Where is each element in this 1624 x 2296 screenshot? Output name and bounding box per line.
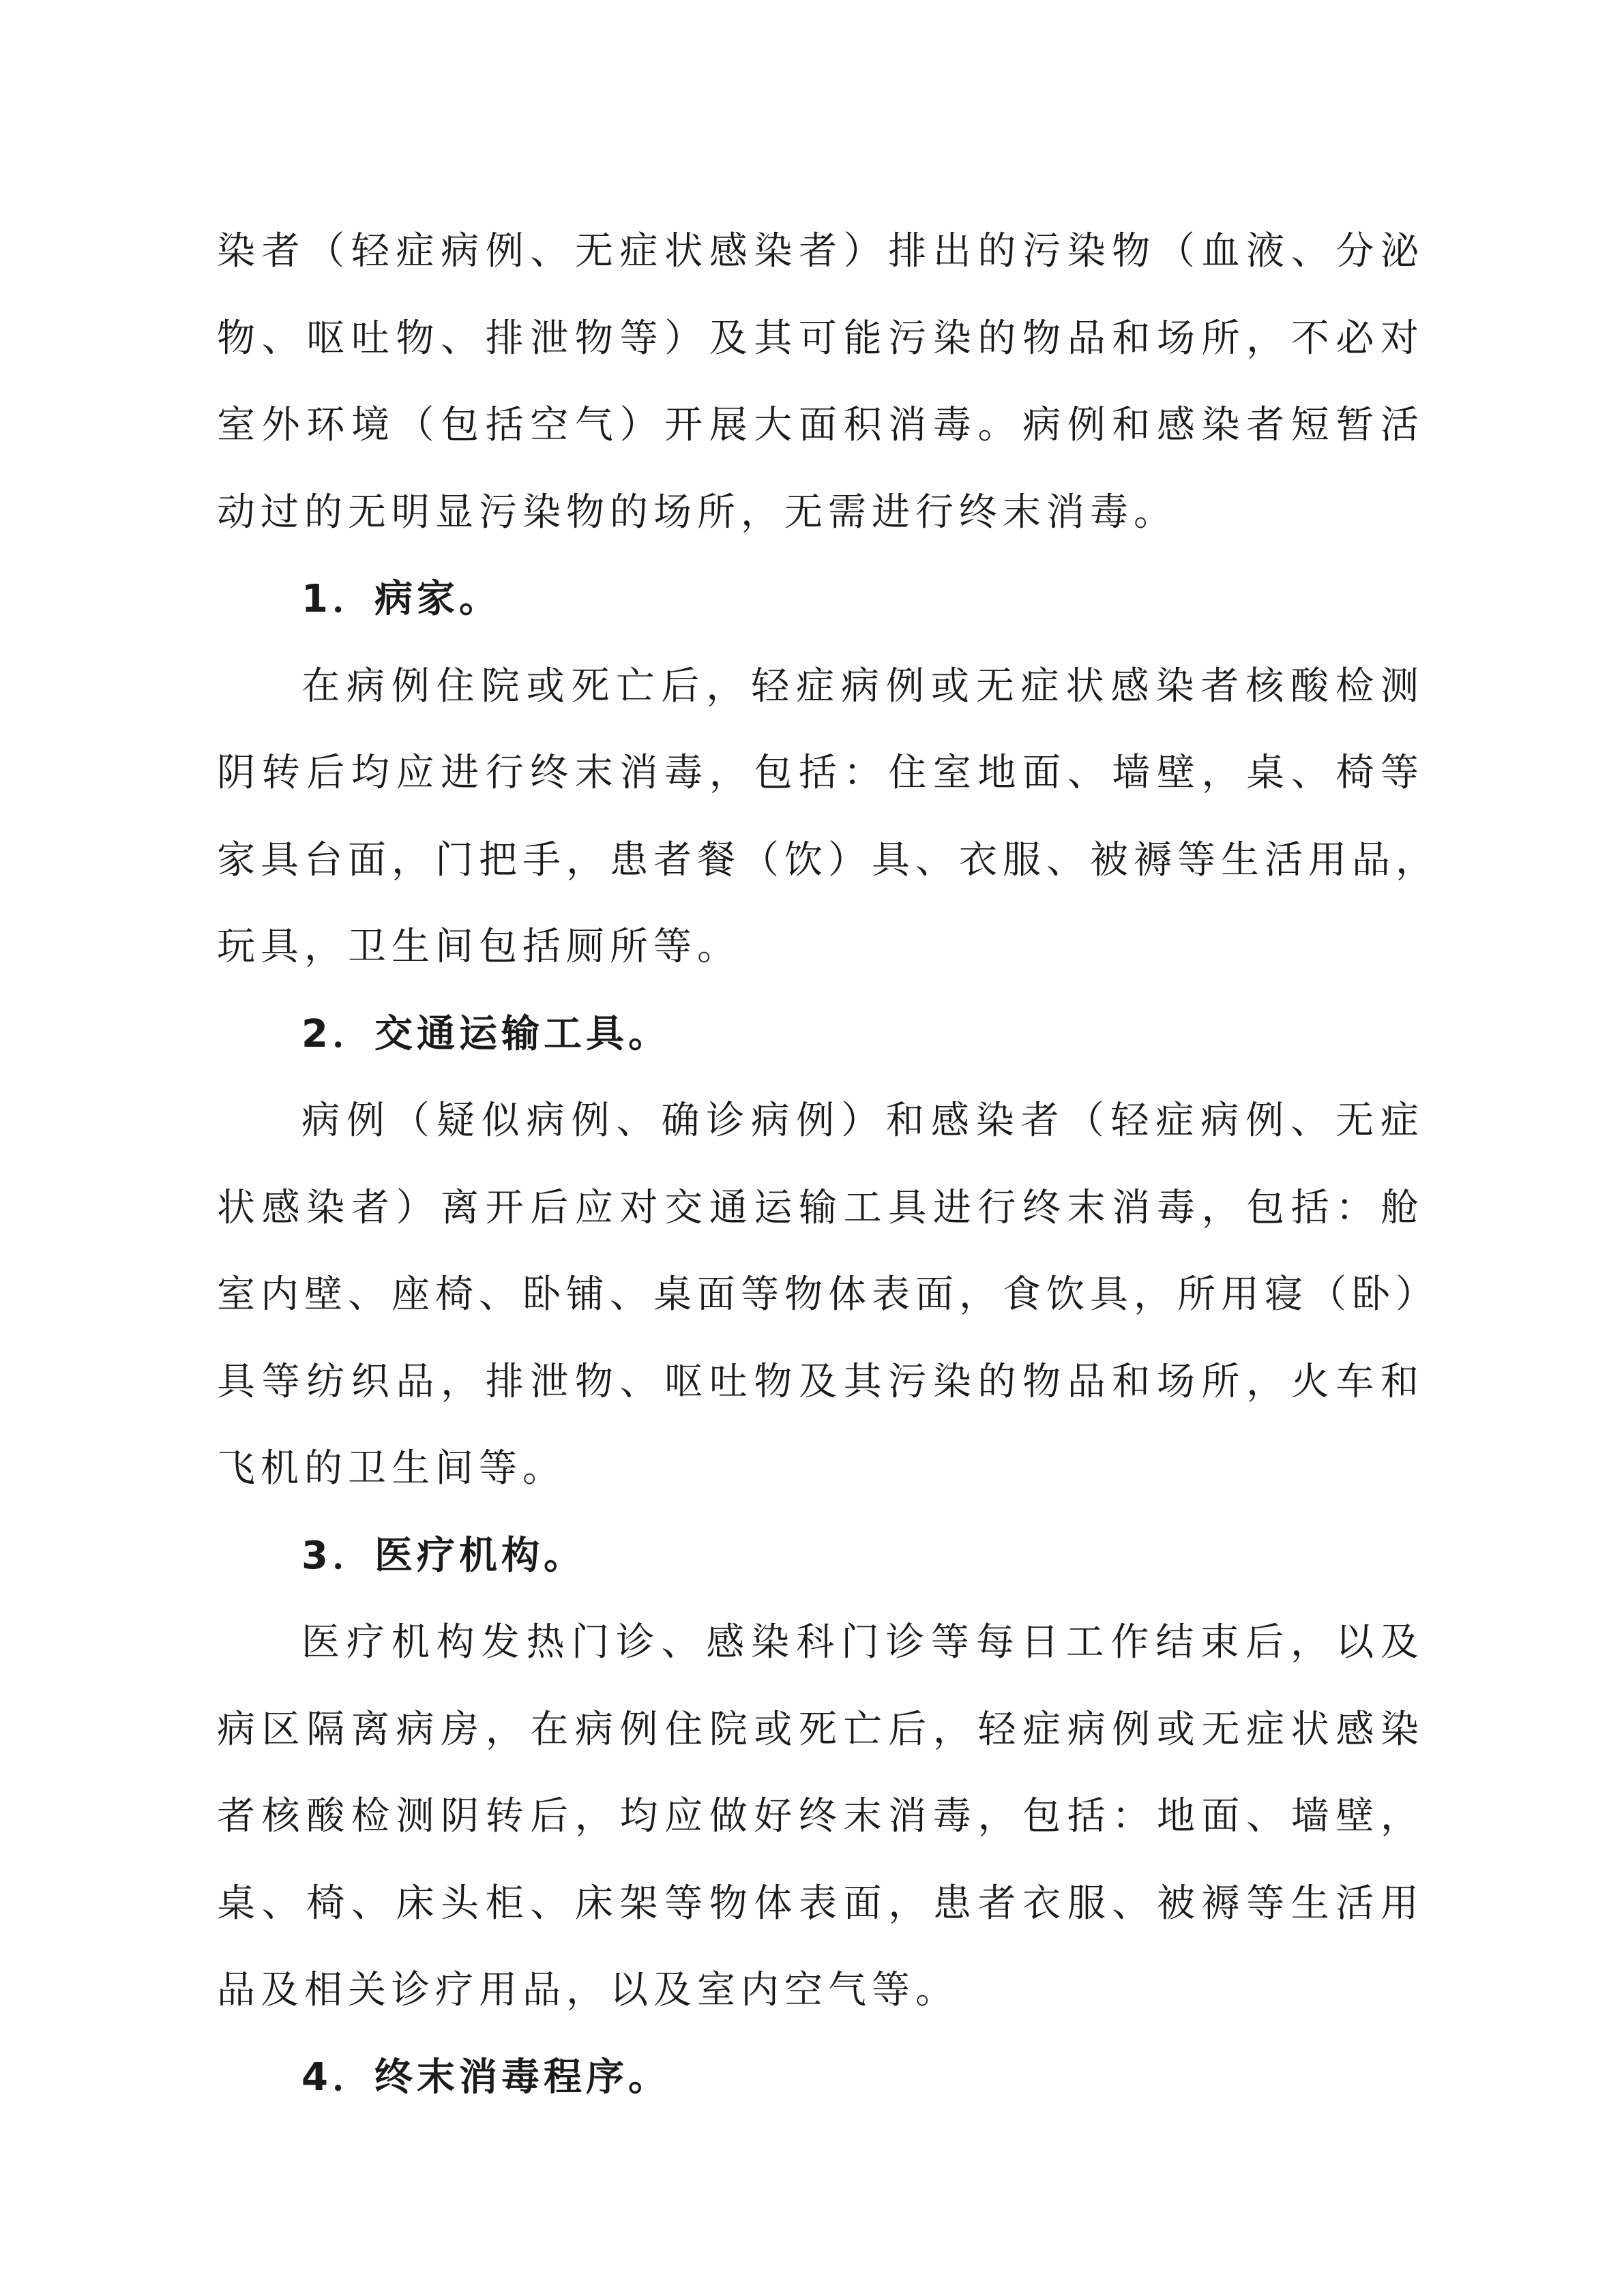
- paragraph-line: 病例（疑似病例、确诊病例）和感染者（轻症病例、无症: [301, 1099, 1424, 1143]
- paragraph-line: 医疗机构发热门诊、感染科门诊等每日工作结束后，以及: [301, 1620, 1424, 1665]
- paragraph-line: 病区隔离病房，在病例住院或死亡后，轻症病例或无症状感染: [217, 1707, 1424, 1752]
- paragraph-line: 家具台面，门把手，患者餐（饮）具、衣服、被褥等生活用品，: [217, 837, 1439, 882]
- section-heading-2: 2．交通运输工具。: [301, 1011, 670, 1056]
- section-paragraph-2: [217, 1077, 1439, 1512]
- section-heading-4: 4．终末消毒程序。: [301, 2055, 670, 2100]
- paragraph-line: 飞机的卫生间等。: [217, 1446, 566, 1491]
- section-heading-1: 1．病家。: [301, 577, 501, 621]
- paragraph-line: 具等纺织品，排泄物、呕吐物及其污染的物品和场所，火车和: [217, 1359, 1424, 1404]
- paragraph-line: 室内壁、座椅、卧铺、桌面等物体表面，食饮具，所用寝（卧）: [217, 1272, 1439, 1317]
- document-body: [217, 208, 1439, 2121]
- paragraph-line: 者核酸检测阴转后，均应做好终末消毒，包括：地面、墙壁，: [217, 1794, 1424, 1838]
- paragraph-line: 桌、椅、床头柜、床架等物体表面，患者衣服、被褥等生活用: [217, 1881, 1424, 1926]
- paragraph-line: 状感染者）离开后应对交通运输工具进行终末消毒，包括：舱: [217, 1185, 1424, 1230]
- section-paragraph-3: [217, 1599, 1424, 2034]
- paragraph-line: 玩具，卫生间包括厕所等。: [217, 925, 741, 969]
- section-heading-3: 3．医疗机构。: [301, 1533, 586, 1578]
- paragraph-line: 在病例住院或死亡后，轻症病例或无症状感染者核酸检测: [301, 664, 1424, 709]
- intro-paragraph: [217, 208, 1424, 556]
- paragraph-line: 染者（轻症病例、无症状感染者）排出的污染物（血液、分泌: [217, 229, 1424, 273]
- paragraph-line: 阴转后均应进行终末消毒，包括：住室地面、墙壁，桌、椅等: [217, 751, 1424, 795]
- paragraph-line: 动过的无明显污染物的场所，无需进行终末消毒。: [217, 490, 1177, 535]
- section-paragraph-1: [217, 643, 1439, 991]
- paragraph-line: 物、呕吐物、排泄物等）及其可能污染的物品和场所，不必对: [217, 316, 1424, 361]
- paragraph-line: 室外环境（包括空气）开展大面积消毒。病例和感染者短暂活: [217, 403, 1424, 447]
- paragraph-line: 品及相关诊疗用品，以及室内空气等。: [217, 1968, 959, 2012]
